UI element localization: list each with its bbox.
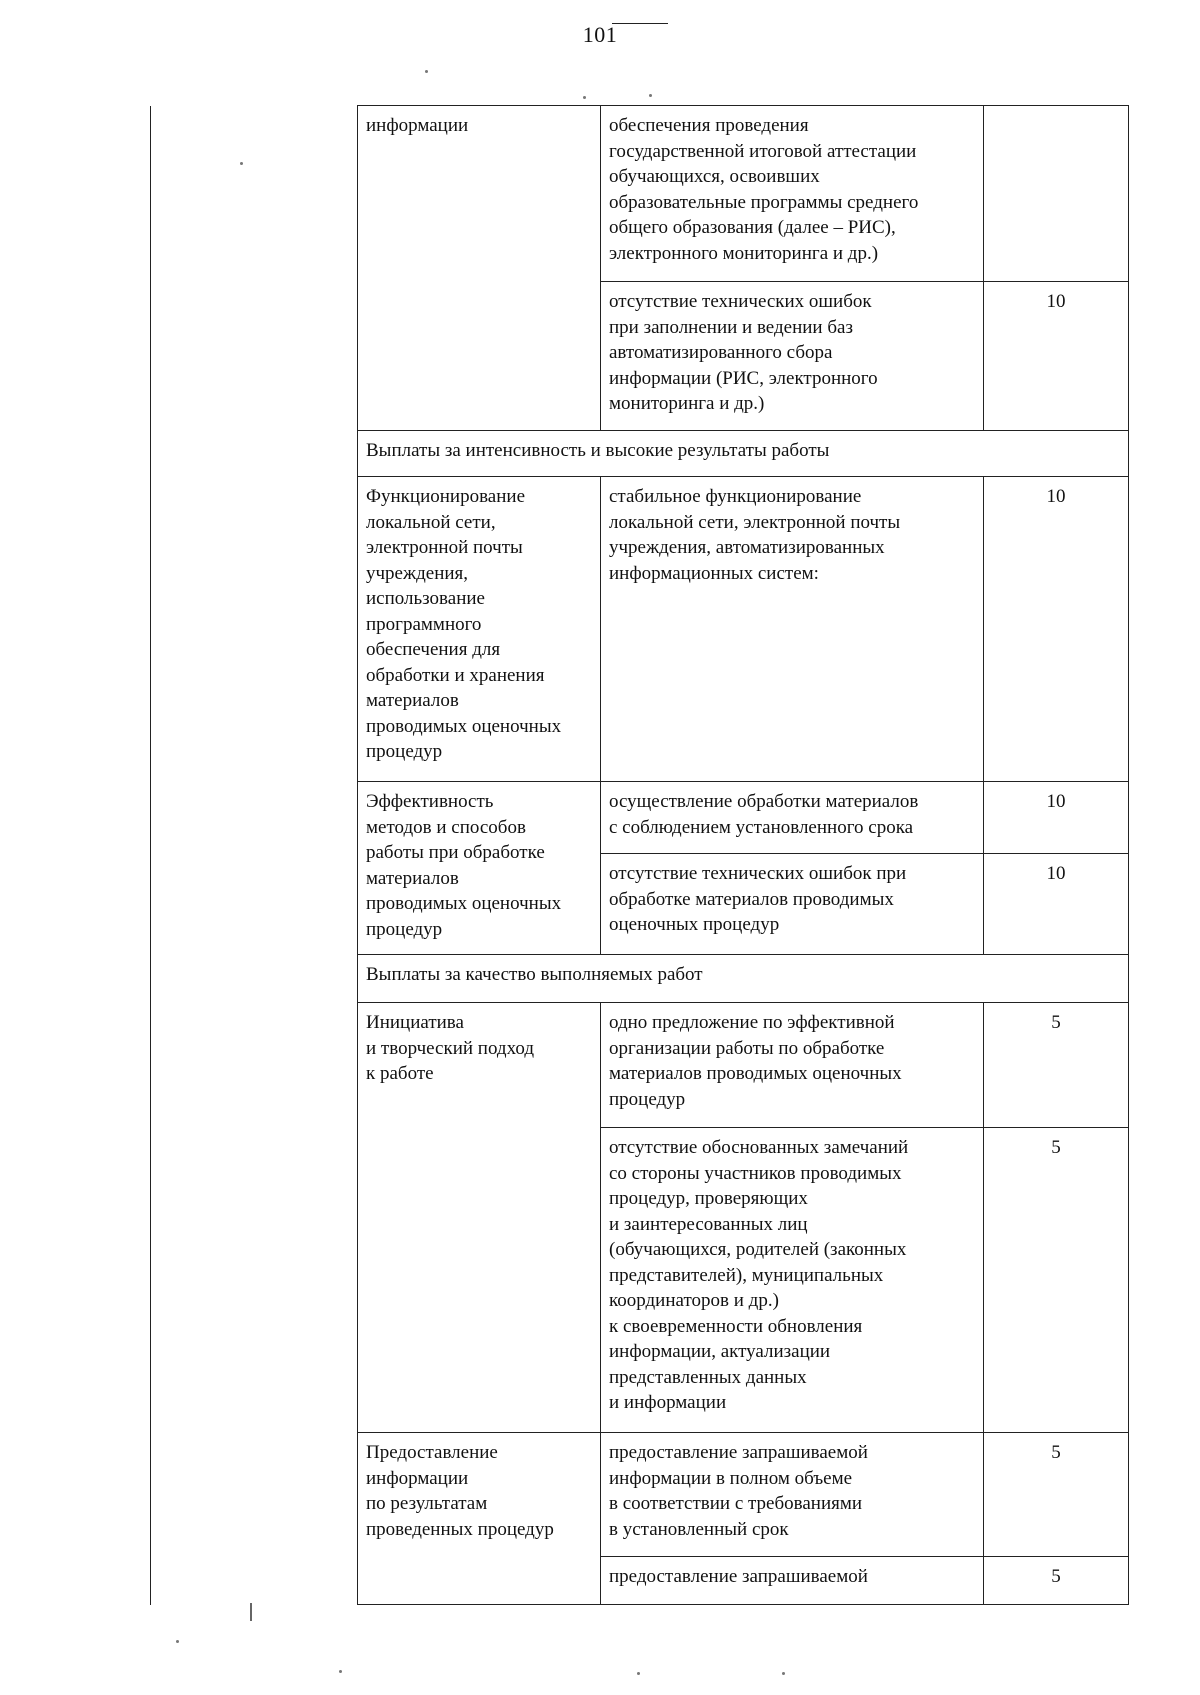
points-cell: 10 — [984, 854, 1129, 955]
table-row — [151, 106, 1129, 282]
indicator-cell: отсутствие обоснованных замечаний со стороны участников проводимых процедур, проверяющих и заинтересованных лиц (обучающихся, родителей (законных представителей), муниципальных координаторов и др.) к своевременности обновления информации, актуализации представленных данных и информации — [601, 1128, 984, 1433]
payments-criteria-table — [150, 105, 1129, 1605]
points-cell: 10 — [984, 282, 1129, 431]
page-number-overline — [612, 23, 668, 24]
indicator-cell: предоставление запрашиваемой — [601, 1557, 984, 1605]
indicator-cell: обеспечения проведения государственной итоговой аттестации обучающихся, освоивших образовательные программы среднего общего образования (далее – РИС), электронного мониторинга и др.) — [601, 106, 984, 282]
criterion-cell: информации — [358, 106, 601, 431]
scan-artifact-dot — [425, 70, 428, 73]
payments-criteria-table-wrapper — [150, 105, 1128, 1605]
scan-artifact-dot — [649, 94, 652, 97]
points-cell: 5 — [984, 1557, 1129, 1605]
criterion-cell: Функционирование локальной сети, электронной почты учреждения, использование программного обеспечения для обработки и хранения материалов проводимых оценочных процедур — [358, 477, 601, 782]
scan-artifact-dot — [240, 162, 243, 165]
indicator-cell: отсутствие технических ошибок при обработке материалов проводимых оценочных процедур — [601, 854, 984, 955]
scan-artifact-dot — [583, 96, 586, 99]
scan-artifact-mark — [250, 1603, 252, 1621]
criterion-cell: Предоставление информации по результатам проведенных процедур — [358, 1433, 601, 1605]
criterion-cell: Инициатива и творческий подход к работе — [358, 1003, 601, 1433]
blank-left-column — [151, 106, 358, 1605]
scan-artifact-dot — [782, 1672, 785, 1675]
page-number — [0, 22, 1200, 48]
points-cell: 5 — [984, 1128, 1129, 1433]
indicator-cell: осуществление обработки материалов с соблюдением установленного срока — [601, 782, 984, 854]
scan-artifact-dot — [339, 1670, 342, 1673]
criterion-cell: Эффективность методов и способов работы при обработке материалов проводимых оценочных процедур — [358, 782, 601, 955]
points-cell: 10 — [984, 782, 1129, 854]
indicator-cell: стабильное функционирование локальной сети, электронной почты учреждения, автоматизированных информационных систем: — [601, 477, 984, 782]
points-cell — [984, 106, 1129, 282]
indicator-cell: отсутствие технических ошибок при заполнении и ведении баз автоматизированного сбора информации (РИС, электронного мониторинга и др.) — [601, 282, 984, 431]
section-heading: Выплаты за интенсивность и высокие результаты работы — [358, 431, 1129, 477]
section-heading: Выплаты за качество выполняемых работ — [358, 955, 1129, 1003]
page-number-text: 101 — [582, 22, 618, 47]
points-cell: 10 — [984, 477, 1129, 782]
scan-artifact-dot — [637, 1672, 640, 1675]
scan-artifact-dot — [176, 1640, 179, 1643]
indicator-cell: одно предложение по эффективной организации работы по обработке материалов проводимых оценочных процедур — [601, 1003, 984, 1128]
points-cell: 5 — [984, 1003, 1129, 1128]
indicator-cell: предоставление запрашиваемой информации в полном объеме в соответствии с требованиями в установленный срок — [601, 1433, 984, 1557]
points-cell: 5 — [984, 1433, 1129, 1557]
